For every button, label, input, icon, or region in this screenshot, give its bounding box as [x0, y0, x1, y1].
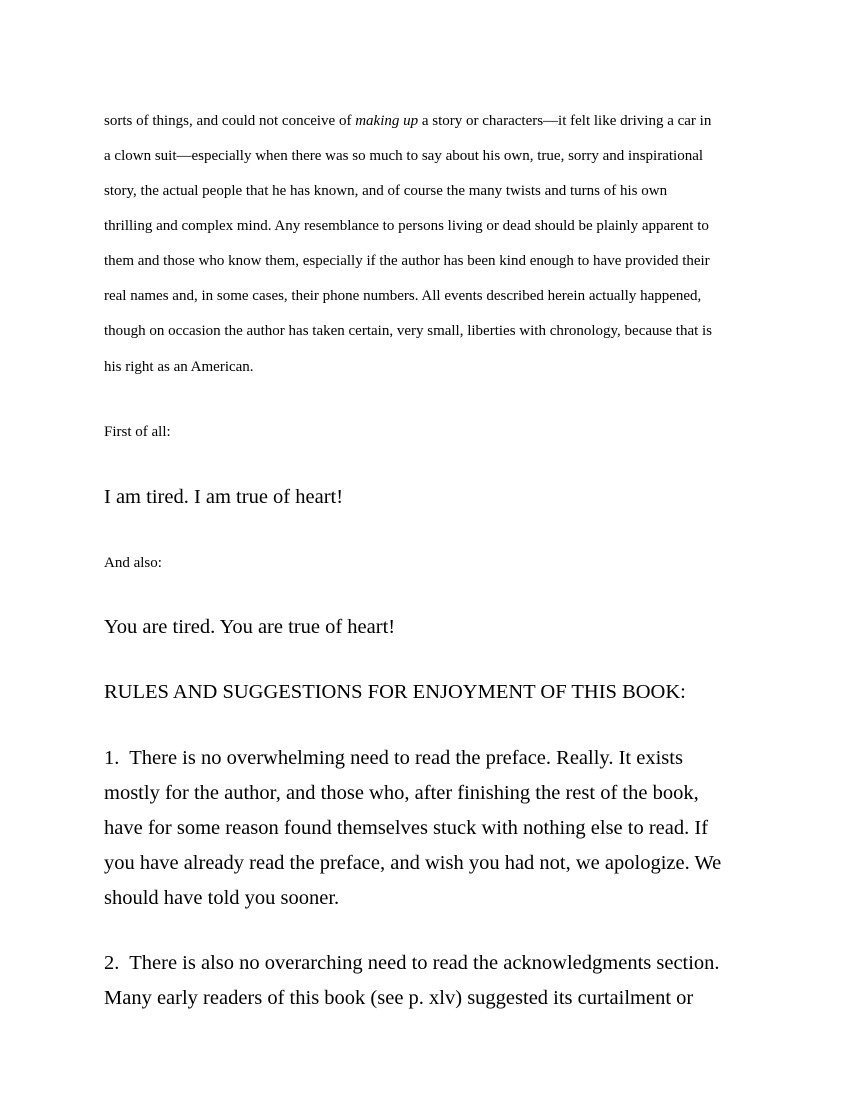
rule-line: Many early readers of this book (see p. xlv) suggested its curtailment or — [104, 987, 694, 1009]
second-statement: You are tired. You are true of heart! — [104, 616, 396, 638]
intro-line: a clown suit—especially when there was so much to say about his own, true, sorry and inspirational — [104, 148, 704, 164]
intro-line: thrilling and complex mind. Any resemblance to persons living or dead should be plainly apparent to — [104, 218, 709, 234]
first-statement: I am tired. I am true of heart! — [104, 486, 344, 508]
rule-line: 1. There is no overwhelming need to read the preface. Really. It exists — [104, 747, 683, 769]
first-of-all-label: First of all: — [104, 424, 171, 440]
intro-line: story, the actual people that he has known, and of course the many twists and turns of his own — [104, 183, 668, 199]
intro-line: real names and, in some cases, their phone numbers. All events described herein actually happened, — [104, 288, 702, 304]
and-also-label: And also: — [104, 555, 162, 571]
rule-line: 2. There is also no overarching need to read the acknowledgments section. — [104, 952, 720, 974]
rule-line: have for some reason found themselves stuck with nothing else to read. If — [104, 817, 709, 839]
intro-line: his right as an American. — [104, 359, 254, 375]
rule-line: you have already read the preface, and wish you had not, we apologize. We — [104, 852, 722, 874]
rules-heading: RULES AND SUGGESTIONS FOR ENJOYMENT OF THIS BOOK: — [104, 681, 686, 703]
emphasis-text: making up — [355, 113, 419, 129]
intro-line: though on occasion the author has taken certain, very small, liberties with chronology, because that is — [104, 323, 713, 339]
intro-line: them and those who know them, especially if the author has been kind enough to have provided their — [104, 253, 710, 269]
rule-line: should have told you sooner. — [104, 887, 340, 909]
intro-line: sorts of things, and could not conceive of making up a story or characters—it felt like driving a car in — [104, 113, 712, 129]
rule-line: mostly for the author, and those who, after finishing the rest of the book, — [104, 782, 699, 804]
